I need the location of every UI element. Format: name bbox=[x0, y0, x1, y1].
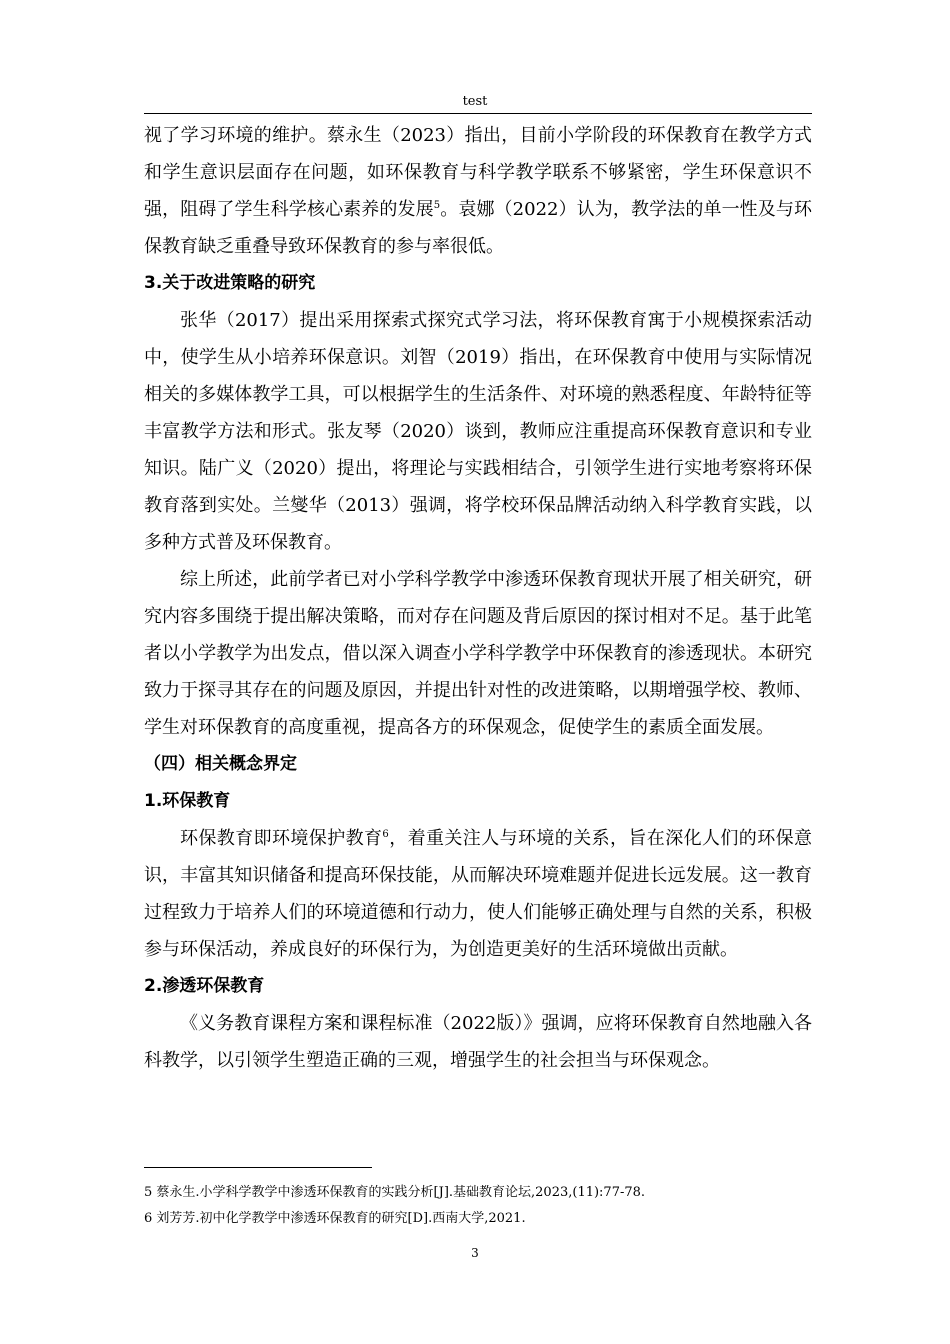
footnotes bbox=[144, 1180, 812, 1232]
paragraph-text-tail: ，着重关注人与环境的关系，旨在深化人们的环保意识，丰富其知识储备和提高环保技能，从而解决环境难题并促进长远发展。这一教育过程致力于培养人们的环境道德和行动力，使人们能够正确处理与自然的关系，积极参与环保活动，养成良好的环保行为，为创造更美好的生活环境做出贡献。 bbox=[144, 828, 813, 960]
footnote-ref-6[interactable]: 6 bbox=[382, 829, 389, 840]
section-heading-concepts: （四）相关概念界定 bbox=[144, 754, 297, 774]
paragraph-text: 视了学习环境的维护。蔡永生（2023）指出，目前小学阶段的环保教育在教学方式和学生意识层面存在问题，如环保教育与科学教学联系不够紧密，学生环保意识不强，阻碍了学生科学核心素养的发展 bbox=[144, 125, 812, 220]
subheading-infiltrating-education: 2.渗透环保教育 bbox=[144, 976, 265, 996]
paragraph-curriculum-standard: 《义务教育课程方案和课程标准（2022版）》强调，应将环保教育自然地融入各科教学，以引领学生塑造正确的三观，增强学生的社会担当与环保观念。 bbox=[144, 1013, 812, 1071]
paragraph-continuation bbox=[144, 117, 812, 265]
paragraph-strategies: 张华（2017）提出采用探索式探究式学习法，将环保教育寓于小规模探索活动中，使学生从小培养环保意识。刘智（2019）指出，在环保教育中使用与实际情况相关的多媒体教学工具，可以根据学生的生活条件、对环境的熟悉程度、年龄特征等丰富教学方法和形式。张友琴（2020）谈到，教师应注重提高环保教育意识和专业知识。陆广义（2020）提出，将理论与实践相结合，引领学生进行实地考察将环保教育落到实处。兰燮华（2013）强调，将学校环保品牌活动纳入科学教育实践，以多种方式普及环保教育。 bbox=[144, 310, 812, 553]
header-divider bbox=[144, 113, 812, 114]
page-number: 3 bbox=[471, 1246, 479, 1260]
paragraph-text: 环保教育即环境保护教育 bbox=[180, 828, 383, 849]
footnote-ref-5[interactable]: 5 bbox=[433, 200, 441, 211]
subheading-environmental-education: 1.环保教育 bbox=[144, 791, 231, 811]
page-header: test bbox=[462, 94, 488, 109]
footnote-divider bbox=[144, 1167, 372, 1168]
footnote-6: 6 刘芳芳.初中化学教学中渗透环保教育的研究[D].西南大学,2021. bbox=[144, 1211, 526, 1226]
section-heading-improvement-strategies: 3.关于改进策略的研究 bbox=[144, 273, 316, 293]
paragraph-environmental-education bbox=[144, 820, 812, 968]
main-content bbox=[144, 117, 812, 1079]
paragraph-text-tail: 。袁娜（2022）认为，教学法的单一性及与环保教育缺乏重叠导致环保教育的参与率很低。 bbox=[144, 199, 813, 257]
footnote-5: 5 蔡永生.小学科学教学中渗透环保教育的实践分析[J].基础教育论坛,2023,(11):77-78. bbox=[144, 1185, 646, 1200]
paragraph-summary: 综上所述，此前学者已对小学科学教学中渗透环保教育现状开展了相关研究，研究内容多围绕于提出解决策略，而对存在问题及背后原因的探讨相对不足。基于此笔者以小学教学为出发点，借以深入调查小学科学教学中环保教育的渗透现状。本研究致力于探寻其存在的问题及原因，并提出针对性的改进策略，以期增强学校、教师、学生对环保教育的高度重视，提高各方的环保观念，促使学生的素质全面发展。 bbox=[144, 569, 812, 738]
